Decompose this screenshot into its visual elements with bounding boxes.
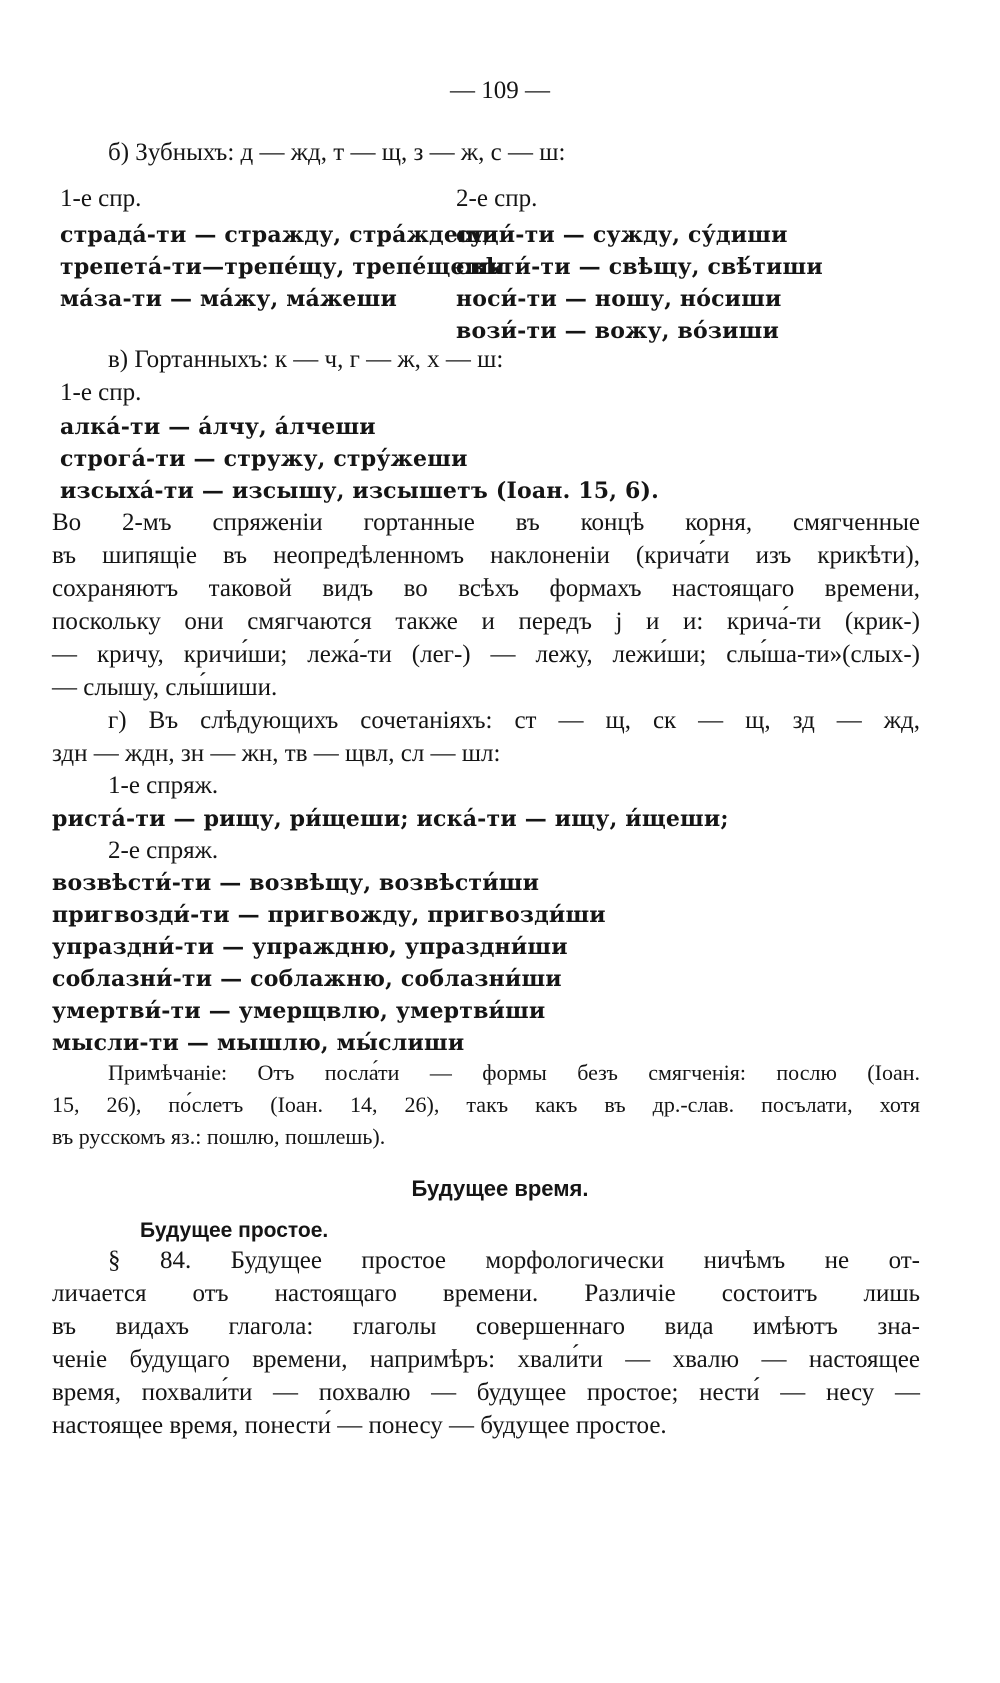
example-line: мысли-ти — мышлю, мы́слиши xyxy=(52,1030,465,1056)
section-title: Будущее время. xyxy=(411,1176,589,1201)
note-line: Примѣчаніе: Отъ посла́ти — формы безъ смягченія: послю (Іоан. xyxy=(108,1060,920,1085)
paragraph-line: Во 2-мъ спряженіи гортанные въ концѣ корня, смягченные xyxy=(52,509,920,536)
col-label-first-conj: 1-е спряж. xyxy=(108,772,219,799)
example-first-conj: страда́-ти — стражду, стра́ждеши xyxy=(60,222,499,248)
col-label-second-conj: 2-е спр. xyxy=(456,185,538,212)
example-line: изсыха́-ти — изсышу, изсышетъ (Іоан. 15, 6). xyxy=(60,478,660,504)
example-line: риста́-ти — рищу, ри́щеши; иска́-ти — ищу, и́щеши; xyxy=(52,806,729,832)
example-line: строга́-ти — стружу, стру́жеши xyxy=(60,446,468,472)
col-label-first-conj: 1-е спр. xyxy=(60,379,142,406)
example-first-conj: трепета́-ти—трепе́щу, трепе́щеши xyxy=(60,254,506,280)
paragraph-line: — кричу, кричи́ши; лежа́-ти (лег-) — лежу, лежи́ши; слы́ша-ти»(слых-) xyxy=(52,641,920,668)
example-first-conj: ма́за-ти — ма́жу, ма́жеши xyxy=(60,286,397,312)
paragraph-line: въ шипящіе въ неопредѣленномъ наклоненіи (крича́ти изъ крикѣти), xyxy=(52,542,920,569)
example-line: алка́-ти — а́лчу, а́лчеши xyxy=(60,414,376,440)
paragraph-line: личается отъ настоящаго времени. Различіе состоитъ лишь xyxy=(52,1280,920,1307)
section-b-heading: б) Зубныхъ: д — жд, т — щ, з — ж, с — ш: xyxy=(108,139,566,166)
paragraph-line: въ видахъ глагола: глаголы совершеннаго вида имѣютъ зна- xyxy=(52,1313,920,1340)
section-g-heading: г) Въ слѣдующихъ сочетаніяхъ: ст — щ, ск — щ, зд — жд, xyxy=(108,707,920,734)
paragraph-line: ченіе будущаго времени, напримѣръ: хвали́ти — хвалю — настоящее xyxy=(52,1346,920,1373)
example-line: упраздни́-ти — упраждню, упраздни́ши xyxy=(52,934,568,960)
paragraph-line: настоящее время, понести́ — понесу — будущее простое. xyxy=(52,1412,667,1439)
example-line: соблазни́-ти — соблажню, соблазни́ши xyxy=(52,966,562,992)
example-second-conj: суди́-ти — сужду, су́диши xyxy=(456,222,788,248)
paragraph-line: — слышу, слы́шиши. xyxy=(52,674,278,701)
note-line: въ русскомъ яз.: пошлю, пошлешь). xyxy=(52,1124,386,1149)
col-label-second-conj: 2-е спряж. xyxy=(108,837,219,864)
example-second-conj: вози́-ти — вожу, во́зиши xyxy=(456,318,779,344)
page-number: — 109 — xyxy=(450,77,550,104)
example-line: пригвозди́-ти — пригвожду, пригвозди́ши xyxy=(52,902,606,928)
paragraph-line: поскольку они смягчаются также и передъ ј и и: крича́-ти (крик-) xyxy=(52,608,920,635)
example-second-conj: носи́-ти — ношу, но́сиши xyxy=(456,286,782,312)
example-line: умертви́-ти — умерщвлю, умертви́ши xyxy=(52,998,546,1024)
note-line: 15, 26), по́слетъ (Іоан. 14, 26), такъ какъ въ др.-слав. посълати, хотя xyxy=(52,1092,920,1117)
paragraph-line: § 84. Будущее простое морфологически ничѣмъ не от- xyxy=(108,1247,920,1274)
example-line: возвѣсти́-ти — возвѣщу, возвѣсти́ши xyxy=(52,870,540,896)
paragraph-line: сохраняютъ таковой видъ во всѣхъ формахъ настоящаго времени, xyxy=(52,575,920,602)
col-label-first-conj: 1-е спр. xyxy=(60,185,142,212)
subsection-title: Будущее простое. xyxy=(140,1219,329,1242)
section-g-heading-cont: здн — ждн, зн — жн, тв — щвл, сл — шл: xyxy=(52,740,501,767)
example-second-conj: свѣти́-ти — свѣщу, свѣ́тиши xyxy=(456,254,823,280)
section-v-heading: в) Гортанныхъ: к — ч, г — ж, х — ш: xyxy=(108,346,504,373)
paragraph-line: время, похвали́ти — похвалю — будущее простое; нести́ — несу — xyxy=(52,1379,920,1406)
